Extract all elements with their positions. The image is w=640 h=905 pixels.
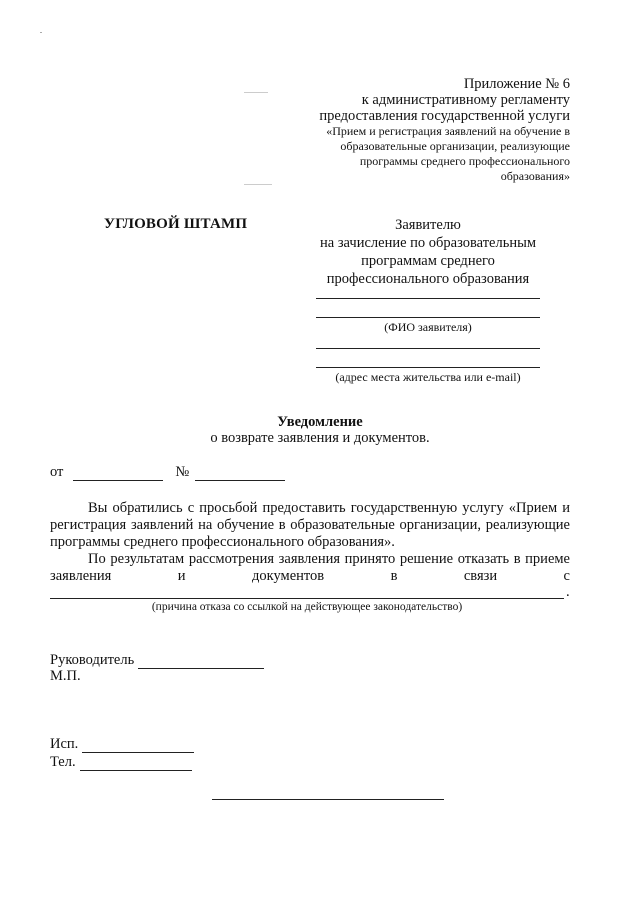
executor-row (50, 736, 194, 753)
appendix-number: Приложение № 6 (463, 76, 570, 92)
phone-row (50, 754, 192, 771)
seal-label: М.П. (50, 668, 81, 684)
addressee-line: профессионального образования (326, 271, 530, 287)
applicant-address-line-2[interactable] (316, 367, 540, 368)
number-field[interactable] (195, 466, 285, 481)
addressee-block (300, 216, 556, 288)
head-signature-row (50, 652, 264, 669)
appendix-line: «Прием и регистрация заявлений на обучение в (326, 124, 570, 138)
number-label: № (175, 464, 190, 480)
appendix-line: образования» (500, 169, 570, 183)
appendix-line: предоставления государственной услуги (319, 108, 570, 124)
applicant-address-caption: (адрес места жительства или e-mail) (335, 370, 521, 384)
addressee-line: Заявителю (395, 217, 461, 233)
addressee-line: программам среднего (361, 253, 495, 269)
scan-speck (244, 184, 272, 185)
date-number-row (50, 464, 285, 481)
appendix-line: образовательные организации, реализующие (340, 139, 570, 153)
bottom-separator-line (212, 799, 444, 800)
scan-speck (40, 32, 42, 33)
notice-title: Уведомление (277, 414, 363, 430)
corner-stamp-label: УГЛОВОЙ ШТАМП (104, 216, 248, 232)
phone-field[interactable] (80, 756, 192, 771)
date-field[interactable] (73, 466, 163, 481)
refusal-reason-period: . (566, 584, 570, 600)
appendix-line: к административному регламенту (361, 92, 570, 108)
phone-label: Тел. (50, 754, 76, 770)
applicant-address-line-1[interactable] (316, 348, 540, 349)
head-signature-field[interactable] (138, 654, 264, 669)
applicant-name-line-1[interactable] (316, 298, 540, 299)
notice-body (50, 500, 570, 585)
refusal-reason-caption: (причина отказа со ссылкой на действующее законодательство) (151, 601, 463, 613)
body-paragraph-2: По результатам рассмотрения заявления принято решение отказать в приеме заявления и документов в связи с (50, 551, 570, 584)
body-paragraph-1: Вы обратились с просьбой предоставить государственную услугу «Прием и регистрация заявлений на обучение в образовательные организации, реализующие программы среднего профессионального образования». (50, 500, 570, 550)
from-label: от (50, 464, 64, 480)
appendix-header (240, 76, 570, 184)
executor-field[interactable] (82, 738, 194, 753)
refusal-reason-line[interactable] (50, 598, 564, 599)
head-label: Руководитель (50, 652, 135, 668)
appendix-line: программы среднего профессионального (359, 154, 570, 168)
executor-label: Исп. (50, 736, 79, 752)
notice-subtitle: о возврате заявления и документов. (210, 430, 430, 446)
addressee-line: на зачисление по образовательным (320, 235, 536, 251)
applicant-name-line-2[interactable] (316, 317, 540, 318)
applicant-name-caption: (ФИО заявителя) (384, 320, 472, 334)
